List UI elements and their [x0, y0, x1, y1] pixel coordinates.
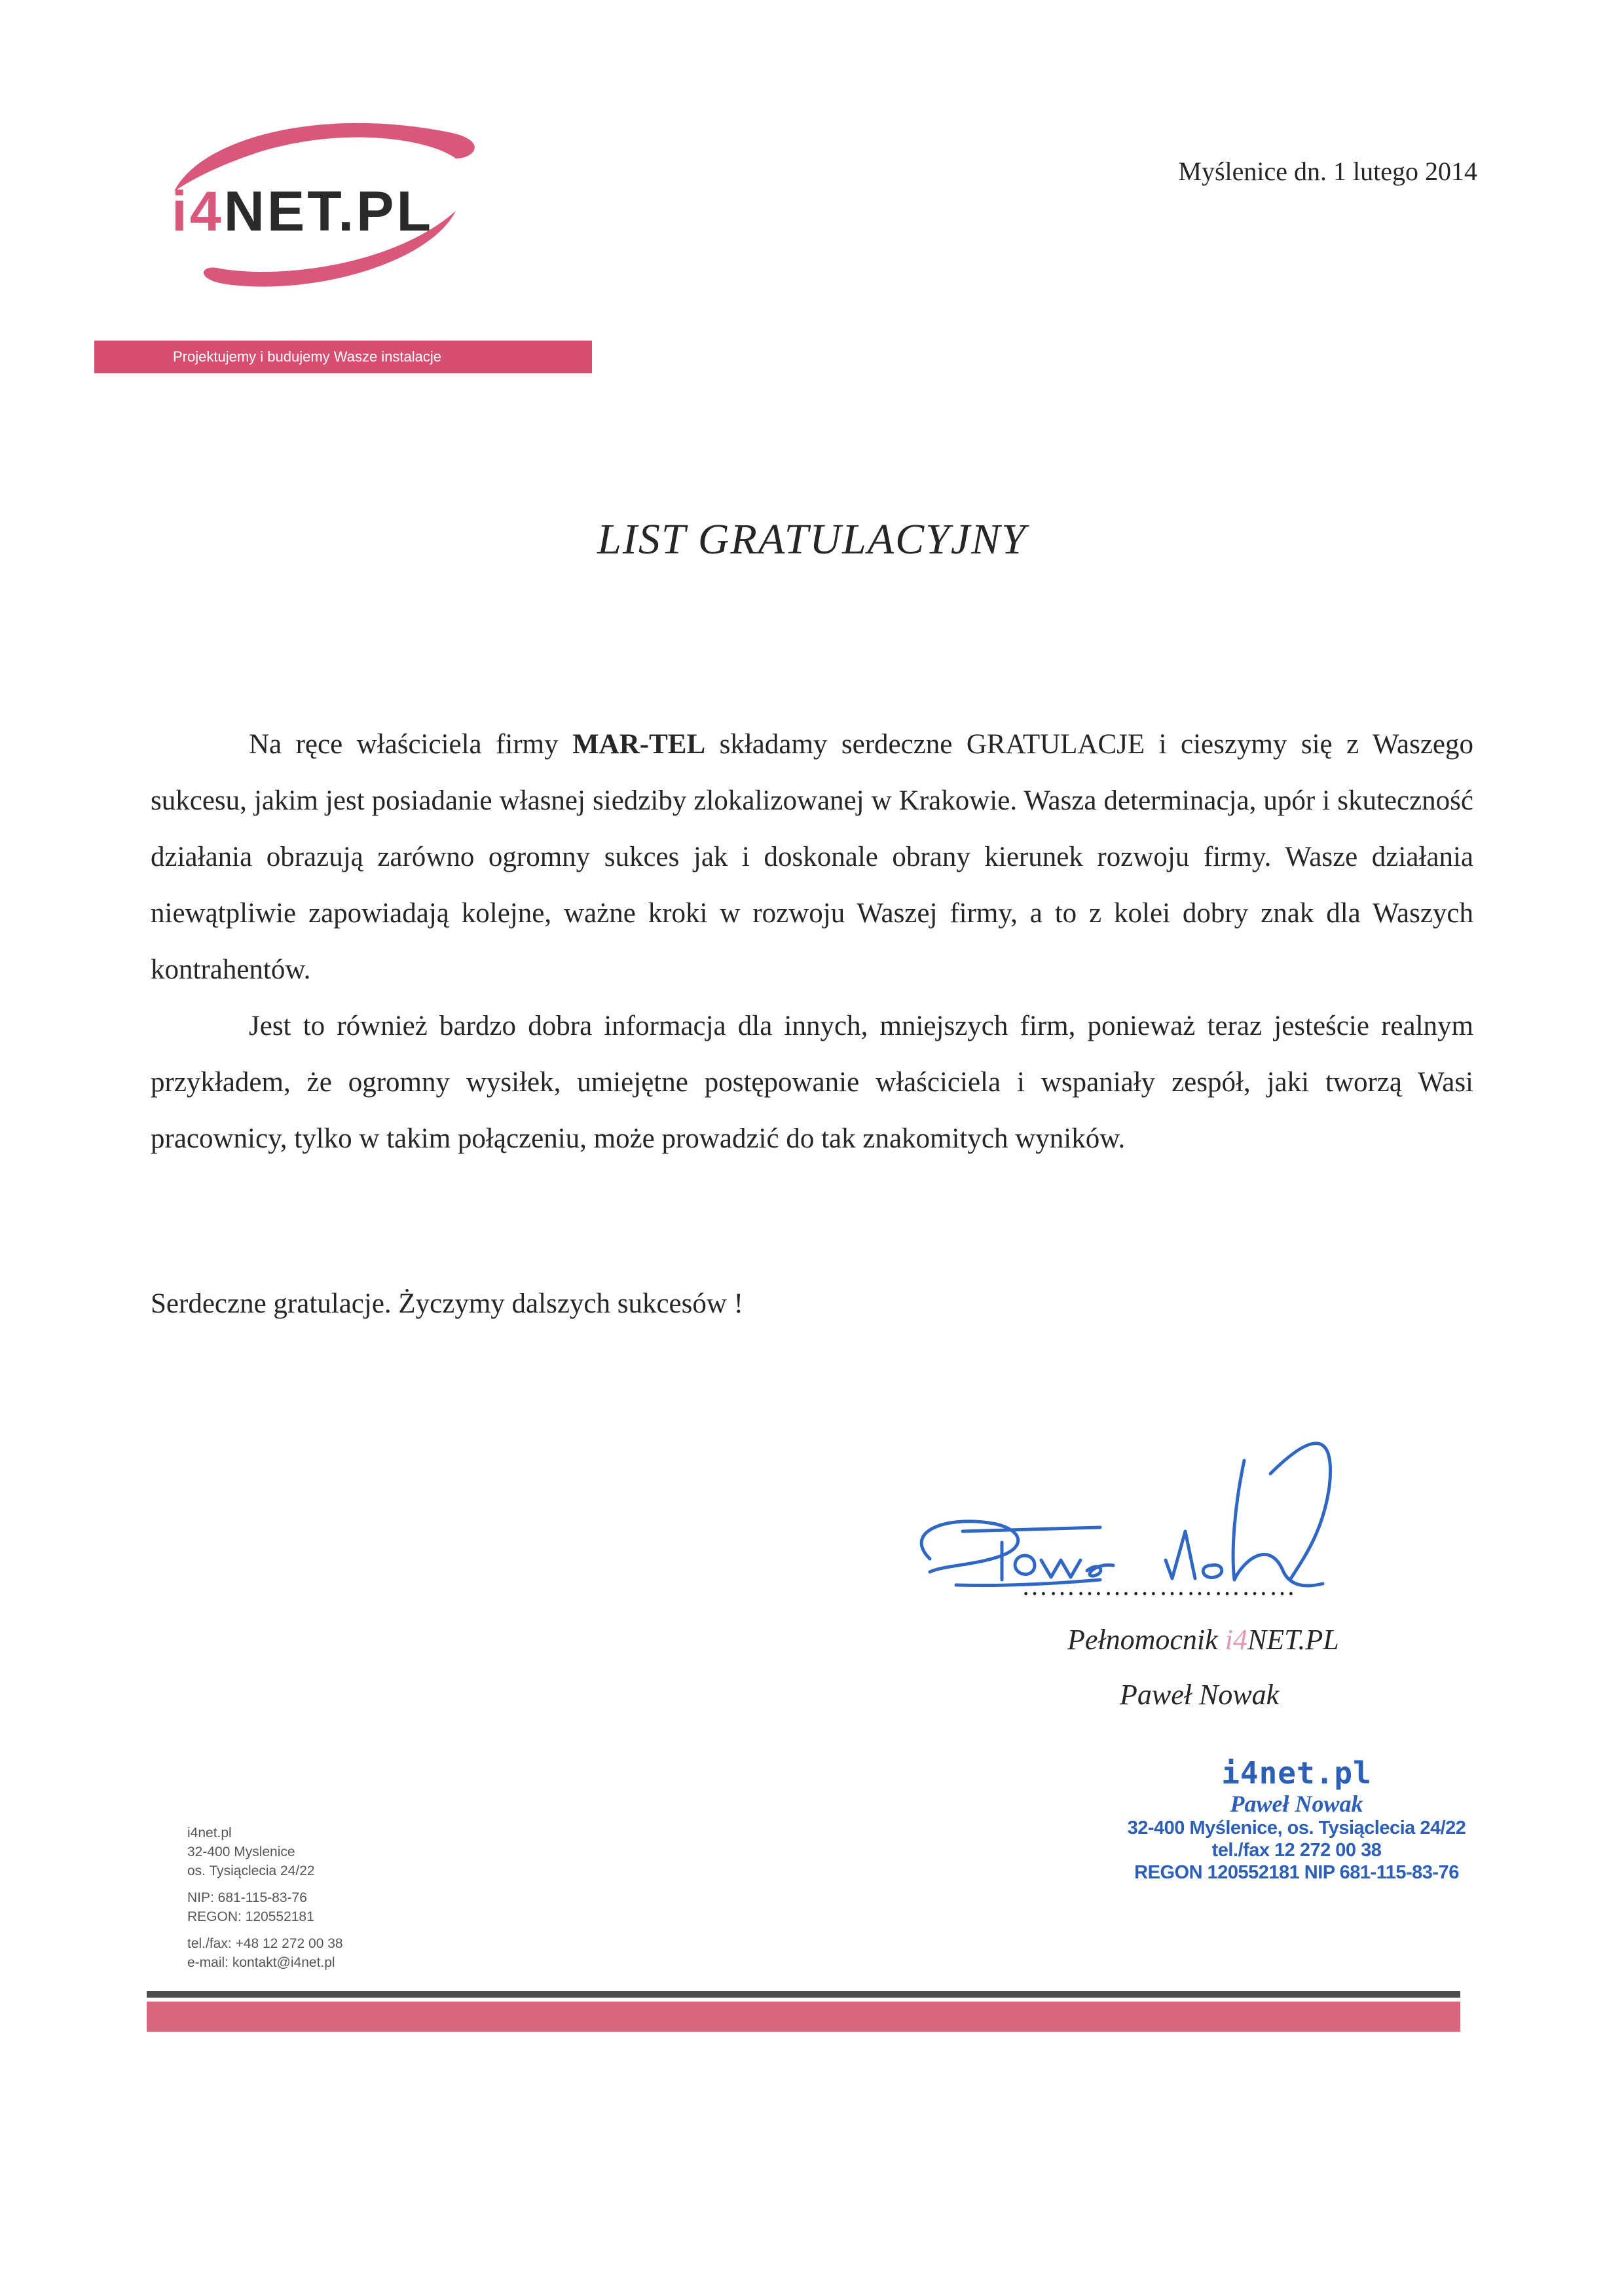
logo-prefix: i4	[172, 180, 224, 243]
company-stamp	[1100, 1755, 1493, 1884]
stamp-phone: tel./fax 12 272 00 38	[1211, 1840, 1382, 1861]
footer-phone: tel./fax: +48 12 272 00 38	[187, 1936, 343, 1951]
logo-text	[172, 180, 434, 243]
signatory-name: Paweł Nowak	[1120, 1679, 1280, 1711]
company-name-bold: MAR-TEL	[572, 729, 706, 760]
logo-suffix: NET.PL	[223, 180, 434, 243]
footer-nip: NIP: 681-115-83-76	[187, 1890, 307, 1905]
tagline-bar: Projektujemy i budujemy Wasze instalacje	[94, 341, 592, 373]
paragraph-1	[151, 717, 1473, 998]
footer-divider	[147, 1991, 1460, 1998]
footer-email: e-mail: kontakt@i4net.pl	[187, 1955, 335, 1970]
company-logo	[148, 113, 515, 309]
role-prefix: Pełnomocnik	[1067, 1624, 1225, 1656]
footer-company: i4net.pl	[187, 1825, 232, 1840]
letter-date: Myślenice dn. 1 lutego 2014	[1178, 157, 1477, 186]
role-brand-prefix: i4	[1225, 1624, 1247, 1656]
stamp-company: i4net.pl	[1221, 1755, 1372, 1791]
stamp-address: 32-400 Myślenice, os. Tysiąclecia 24/22	[1127, 1818, 1466, 1838]
letter-title: LIST GRATULACYJNY	[597, 515, 1027, 563]
signatory-role	[1067, 1623, 1339, 1656]
paragraph-1-start: Na ręce właściciela firmy	[249, 729, 573, 760]
footer-address	[187, 1823, 343, 1972]
signature-line: …………………………	[1022, 1571, 1297, 1601]
paragraph-2: Jest to również bardzo dobra informacja dla innych, mniejszych firm, ponieważ teraz jesteście realnym przykładem, że ogromny wysiłek, umiejętne postępowanie właściciela i wspaniały zespół, jaki tworzą Wasi pracownicy, tylko w takim połączeniu, może prowadzić do tak znakomitych wyników.	[151, 1011, 1473, 1154]
footer-address-line1: 32-400 Myslenice	[187, 1844, 295, 1859]
paragraph-1-rest: składamy serdeczne GRATULACJE i cieszymy się z Waszego sukcesu, jakim jest posiadanie własnej siedziby zlokalizowanej w Krakowie. Wasza determinacja, upór i skuteczność działania obrazują zarówno ogromny sukces jak i doskonale obrany kierunek rozwoju firmy. Wasze działania niewątpliwie zapowiadają kolejne, ważne kroki w rozwoju Waszej firmy, a to z kolei dobry znak dla Waszych kontrahentów.	[151, 729, 1473, 985]
footer-regon: REGON: 120552181	[187, 1909, 314, 1924]
footer-address-line2: os. Tysiąclecia 24/22	[187, 1863, 315, 1878]
stamp-person: Paweł Nowak	[1230, 1791, 1363, 1817]
role-brand-suffix: NET.PL	[1247, 1624, 1339, 1656]
stamp-ids: REGON 120552181 NIP 681-115-83-76	[1134, 1862, 1459, 1883]
closing-line: Serdeczne gratulacje. Życzymy dalszych sukcesów !	[151, 1288, 743, 1319]
footer-pink-bar	[147, 2002, 1460, 2032]
